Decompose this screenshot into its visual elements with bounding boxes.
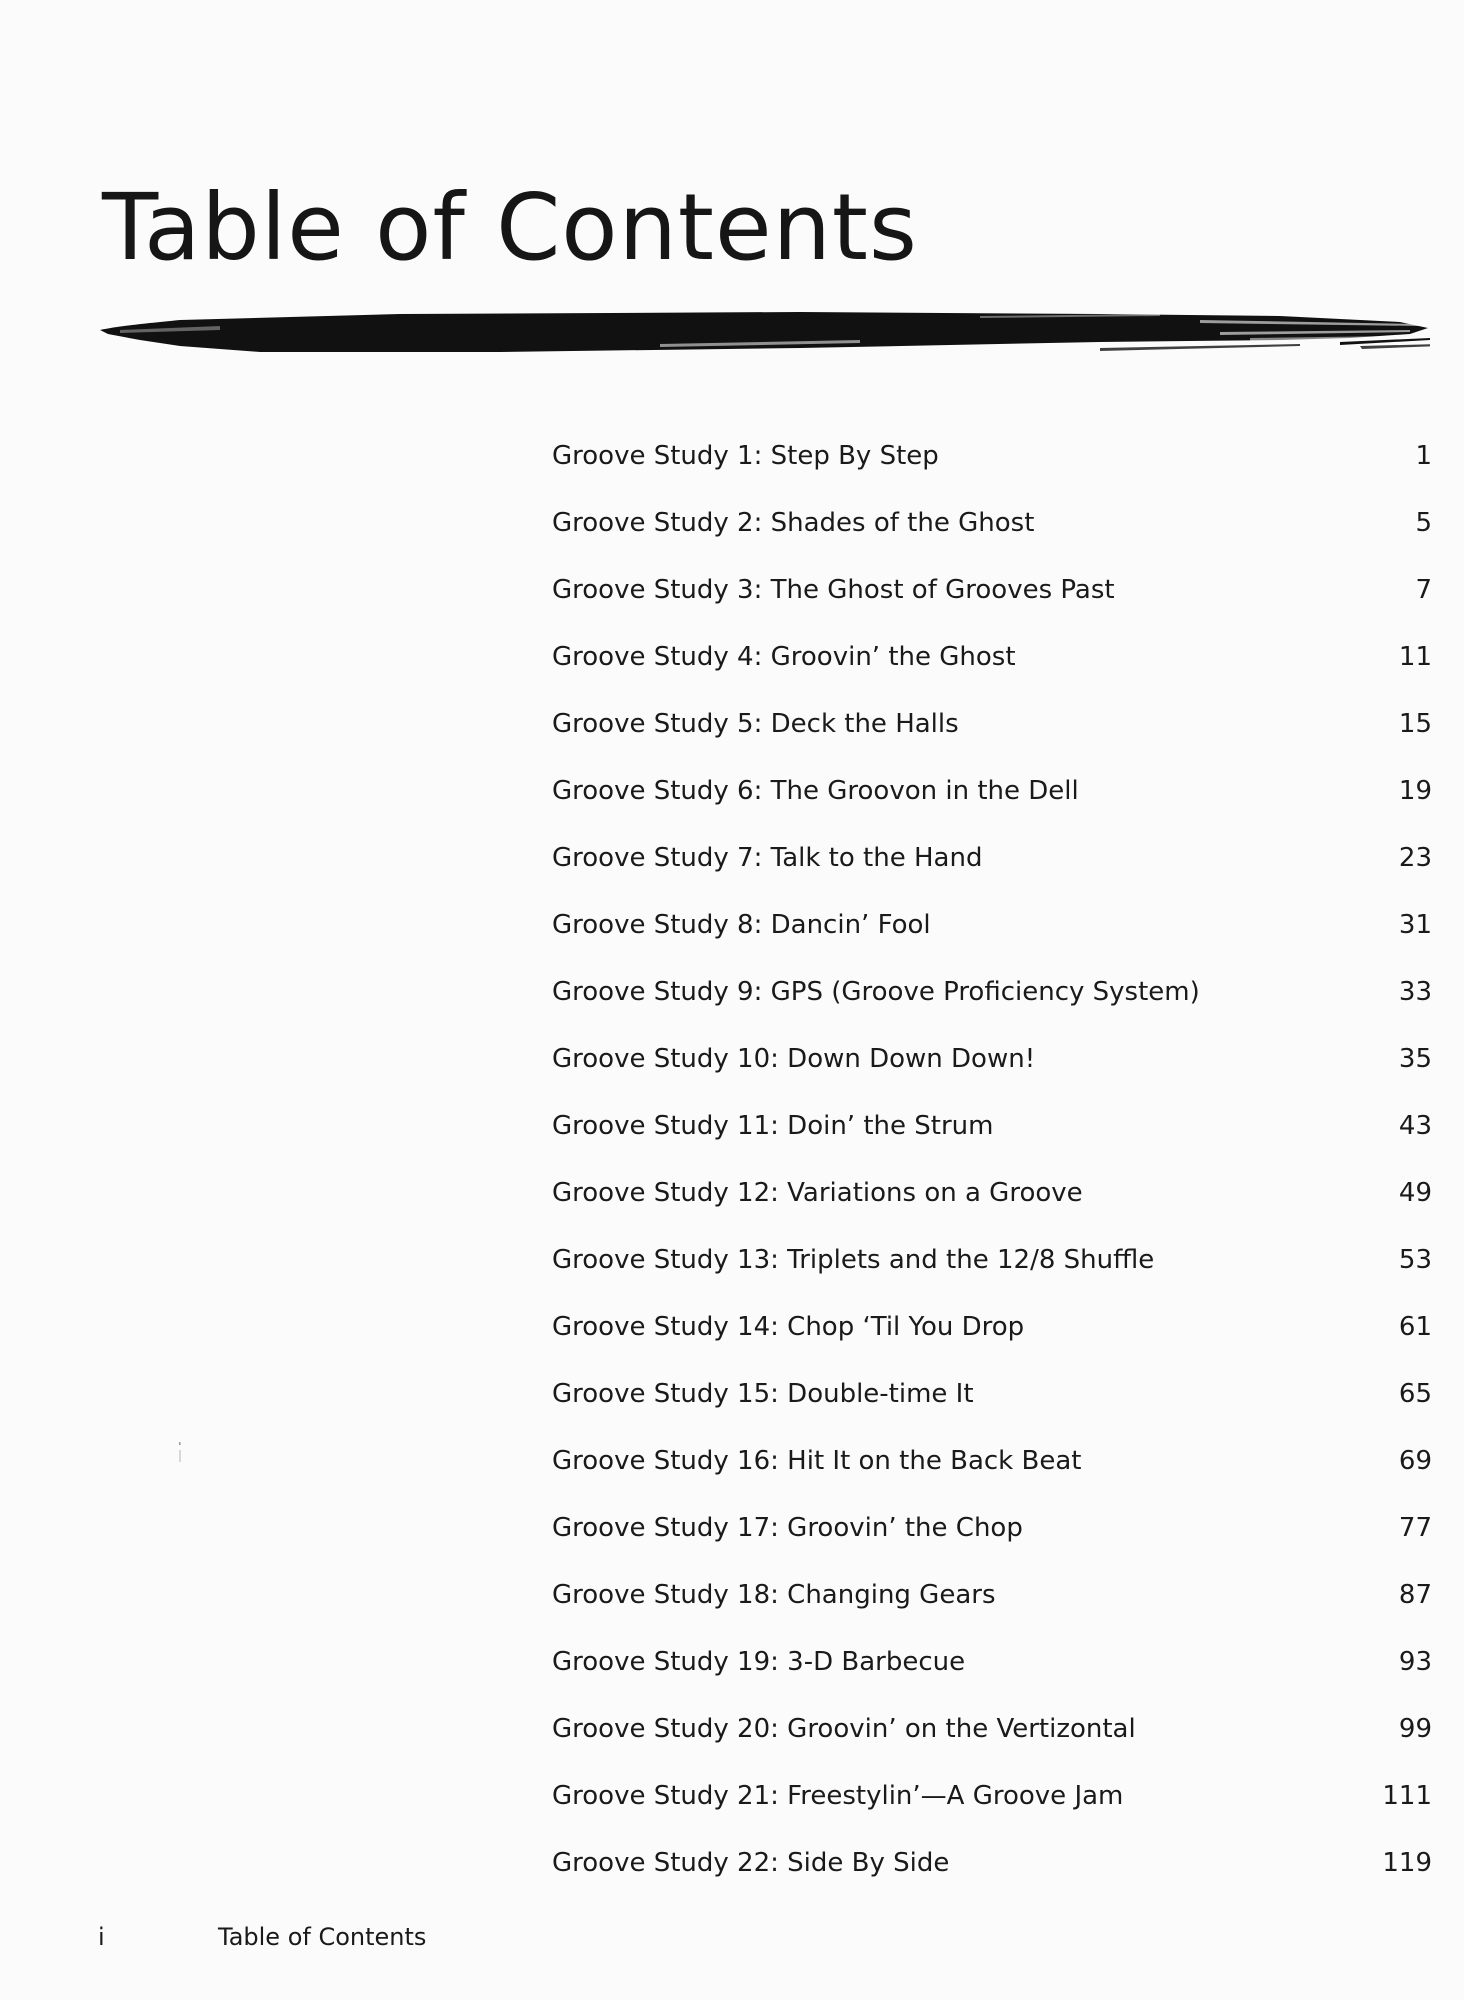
toc-entry-title: Groove Study 5: Deck the Halls xyxy=(552,709,959,739)
toc-entry-page: 15 xyxy=(1398,709,1432,739)
toc-entry-title: Groove Study 16: Hit It on the Back Beat xyxy=(552,1446,1082,1476)
brush-stroke-divider xyxy=(100,300,1430,370)
toc-entry-title: Groove Study 12: Variations on a Groove xyxy=(552,1178,1083,1208)
toc-entry-page: 65 xyxy=(1398,1379,1432,1409)
toc-entry-title: Groove Study 3: The Ghost of Grooves Past xyxy=(552,575,1115,605)
page-title: Table of Contents xyxy=(102,174,918,281)
toc-entry-page: 77 xyxy=(1398,1513,1432,1543)
toc-entry-page: 23 xyxy=(1398,843,1432,873)
toc-entry[interactable] xyxy=(552,1634,1432,1701)
toc-entry-title: Groove Study 9: GPS (Groove Proficiency System) xyxy=(552,977,1200,1007)
toc-entry-page: 1 xyxy=(1415,441,1432,471)
toc-entry-page: 35 xyxy=(1398,1044,1432,1074)
toc-entry[interactable] xyxy=(552,897,1432,964)
toc-entry-title: Groove Study 15: Double-time It xyxy=(552,1379,974,1409)
toc-entry-title: Groove Study 19: 3-D Barbecue xyxy=(552,1647,966,1677)
toc-entry-title: Groove Study 4: Groovin’ the Ghost xyxy=(552,642,1016,672)
toc-entry[interactable] xyxy=(552,763,1432,830)
toc-entry[interactable] xyxy=(552,1366,1432,1433)
toc-entry-title: Groove Study 18: Changing Gears xyxy=(552,1580,996,1610)
toc-entry-page: 33 xyxy=(1398,977,1432,1007)
toc-entry[interactable] xyxy=(552,1299,1432,1366)
toc-entry-page: 7 xyxy=(1415,575,1432,605)
toc-entry-page: 61 xyxy=(1398,1312,1432,1342)
toc-entry-title: Groove Study 7: Talk to the Hand xyxy=(552,843,983,873)
toc-entry[interactable] xyxy=(552,1500,1432,1567)
toc-entry[interactable] xyxy=(552,1031,1432,1098)
toc-entry[interactable] xyxy=(552,1768,1432,1835)
toc-entry[interactable] xyxy=(552,1433,1432,1500)
toc-entry-page: 43 xyxy=(1398,1111,1432,1141)
toc-entry-title: Groove Study 8: Dancin’ Fool xyxy=(552,910,931,940)
toc-entry-page: 31 xyxy=(1398,910,1432,940)
toc-entry[interactable] xyxy=(552,495,1432,562)
toc-entry-title: Groove Study 17: Groovin’ the Chop xyxy=(552,1513,1023,1543)
toc-list xyxy=(552,428,1432,1902)
toc-entry-page: 5 xyxy=(1415,508,1432,538)
toc-entry-page: 19 xyxy=(1398,776,1432,806)
toc-entry[interactable] xyxy=(552,1165,1432,1232)
toc-entry[interactable] xyxy=(552,830,1432,897)
footer-page-number: i xyxy=(98,1923,105,1951)
toc-entry[interactable] xyxy=(552,1098,1432,1165)
toc-entry[interactable] xyxy=(552,1567,1432,1634)
toc-entry[interactable] xyxy=(552,629,1432,696)
toc-entry-title: Groove Study 22: Side By Side xyxy=(552,1848,950,1878)
toc-entry-title: Groove Study 2: Shades of the Ghost xyxy=(552,508,1035,538)
toc-entry-page: 69 xyxy=(1398,1446,1432,1476)
toc-entry-title: Groove Study 21: Freestylin’—A Groove Jam xyxy=(552,1781,1124,1811)
toc-entry-title: Groove Study 11: Doin’ the Strum xyxy=(552,1111,994,1141)
toc-entry-page: 53 xyxy=(1398,1245,1432,1275)
toc-entry[interactable] xyxy=(552,964,1432,1031)
toc-entry[interactable] xyxy=(552,696,1432,763)
toc-entry-title: Groove Study 10: Down Down Down! xyxy=(552,1044,1036,1074)
toc-entry-title: Groove Study 20: Groovin’ on the Vertizontal xyxy=(552,1714,1136,1744)
toc-entry-page: 111 xyxy=(1382,1781,1432,1811)
toc-entry[interactable] xyxy=(552,562,1432,629)
toc-entry-page: 119 xyxy=(1382,1848,1432,1878)
toc-entry-page: 49 xyxy=(1398,1178,1432,1208)
toc-entry-title: Groove Study 6: The Groovon in the Dell xyxy=(552,776,1079,806)
footer-section-title: Table of Contents xyxy=(218,1923,427,1951)
toc-entry-page: 87 xyxy=(1398,1580,1432,1610)
toc-entry[interactable] xyxy=(552,1835,1432,1902)
toc-entry-page: 93 xyxy=(1398,1647,1432,1677)
toc-entry-title: Groove Study 13: Triplets and the 12/8 Shuffle xyxy=(552,1245,1155,1275)
toc-entry[interactable] xyxy=(552,1701,1432,1768)
toc-entry-title: Groove Study 14: Chop ‘Til You Drop xyxy=(552,1312,1025,1342)
scan-speck-mark xyxy=(178,1442,182,1464)
toc-entry-page: 99 xyxy=(1398,1714,1432,1744)
toc-entry[interactable] xyxy=(552,1232,1432,1299)
toc-entry[interactable] xyxy=(552,428,1432,495)
toc-entry-title: Groove Study 1: Step By Step xyxy=(552,441,939,471)
toc-entry-page: 11 xyxy=(1398,642,1432,672)
